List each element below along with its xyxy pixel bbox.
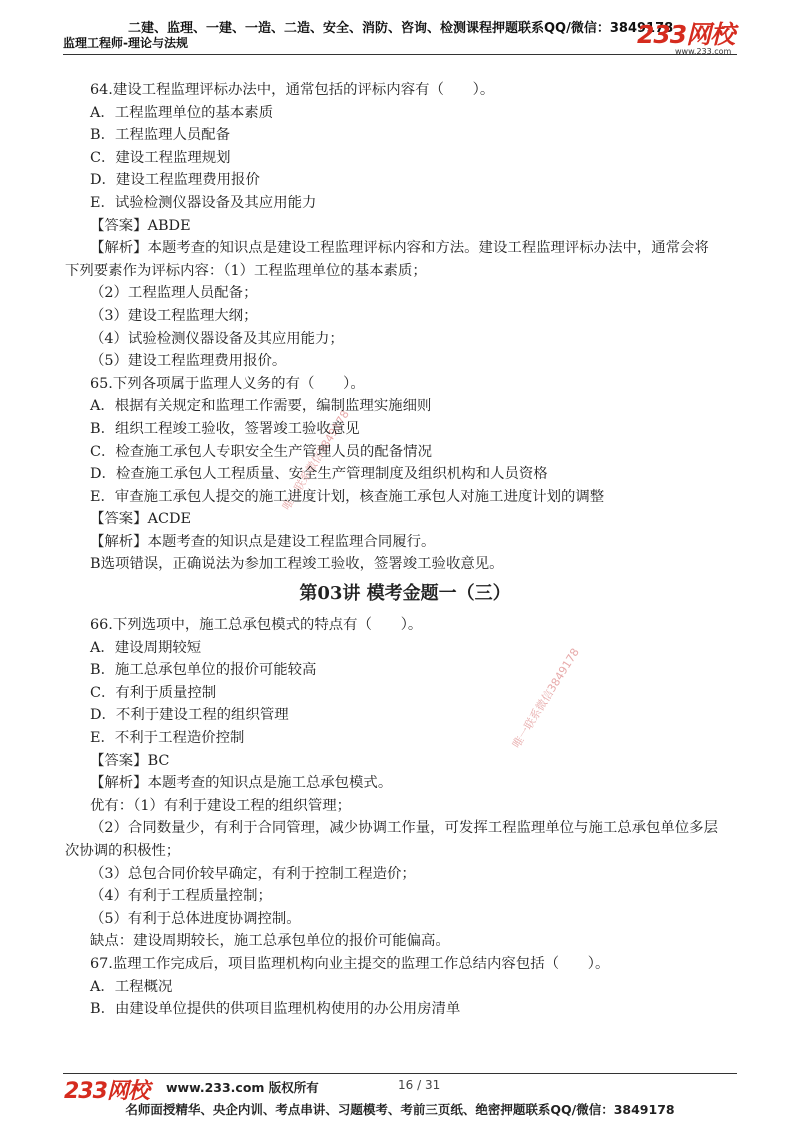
analysis-item: （5）有利于总体进度协调控制。 [90, 910, 301, 927]
header-subtitle: 监理工程师-理论与法规 [63, 36, 188, 50]
question-stem: 66.下列选项中，施工总承包模式的特点有（ ）。 [90, 617, 423, 634]
document-body [65, 79, 750, 1021]
option: A．根据有关规定和监理工作需要，编制监理实施细则 [90, 398, 432, 415]
option: B．由建设单位提供的供项目监理机构使用的办公用房清单 [90, 1001, 461, 1018]
option: B．施工总承包单位的报价可能较高 [90, 662, 317, 679]
option: C．检查施工承包人专职安全生产管理人员的配备情况 [90, 443, 432, 460]
analysis-item: （2）工程监理人员配备； [90, 285, 258, 302]
analysis-continued: 下列要素作为评标内容：（1）工程监理单位的基本素质； [65, 262, 427, 279]
header-divider [63, 54, 737, 55]
option: E．不利于工程造价控制 [90, 730, 245, 747]
option: B．工程监理人员配备 [90, 127, 231, 144]
option: A．建设周期较短 [90, 639, 202, 656]
option: D．不利于建设工程的组织管理 [90, 707, 289, 724]
header-contact-line: 二建、监理、一建、一造、二造、安全、消防、咨询、检测课程押题联系QQ/微信：3849178 [128, 21, 674, 36]
logo-url: www.233.com [675, 47, 732, 56]
analysis-cons: 缺点：建设周期较长，施工总承包单位的报价可能偏高。 [90, 933, 450, 950]
option: B．组织工程竣工验收，签署竣工验收意见 [90, 420, 360, 437]
analysis-item: （5）建设工程监理费用报价。 [90, 353, 287, 370]
option: D．建设工程监理费用报价 [90, 172, 260, 189]
answer: 【答案】BC [90, 752, 170, 769]
watermark: 唯一联系微信3849178 [279, 408, 352, 513]
option: A．工程概况 [90, 978, 173, 995]
question-stem: 65.下列各项属于监理人义务的有（ ）。 [90, 375, 365, 392]
option: E．审查施工承包人提交的施工进度计划，核查施工承包人对施工进度计划的调整 [90, 488, 605, 505]
footer-contact-line: 名师面授精华、央企内训、考点串讲、习题模考、考前三页纸、绝密押题联系QQ/微信：3849178 [125, 1102, 675, 1117]
analysis-pros: 优有：（1）有利于建设工程的组织管理； [90, 797, 351, 814]
option: A．工程监理单位的基本素质 [90, 104, 274, 121]
question-stem: 64.建设工程监理评标办法中，通常包括的评标内容有（ ）。 [90, 82, 495, 98]
analysis-item-continued: 次协调的积极性； [65, 843, 181, 859]
answer: 【答案】ABDE [90, 217, 191, 234]
analysis-item: （3）总包合同价较早确定，有利于控制工程造价； [90, 865, 416, 882]
analysis-item: （2）合同数量少，有利于合同管理，减少协调工作量，可发挥工程监理单位与施工总承包单位多层 [90, 820, 718, 837]
analysis: 【解析】本题考查的知识点是建设工程监理评标内容和方法。建设工程监理评标办法中，通常会将 [90, 240, 709, 257]
footer-divider [63, 1073, 737, 1074]
analysis: 【解析】本题考查的知识点是施工总承包模式。 [90, 775, 393, 792]
option: C．有利于质量控制 [90, 684, 217, 701]
brand-logo [637, 22, 734, 56]
analysis-note: B选项错误，正确说法为参加工程竣工验收，签署竣工验收意见。 [90, 556, 504, 573]
analysis: 【解析】本题考查的知识点是建设工程监理合同履行。 [90, 533, 436, 550]
page-number: 16 / 31 [398, 1078, 441, 1092]
watermark: 唯一联系微信3849178 [509, 646, 582, 751]
analysis-item: （4）试验检测仪器设备及其应用能力； [90, 330, 344, 347]
option: D．检查施工承包人工程质量、安全生产管理制度及组织机构和人员资格 [90, 466, 548, 483]
question-stem: 67.监理工作完成后，项目监理机构向业主提交的监理工作总结内容包括（ ）。 [90, 955, 610, 972]
option: C．建设工程监理规划 [90, 149, 231, 166]
footer-logo: 233网校 [64, 1079, 149, 1104]
logo-text: 233网校 [637, 20, 735, 49]
analysis-item: （3）建设工程监理大纲； [90, 307, 258, 324]
answer: 【答案】ACDE [90, 511, 192, 528]
analysis-item: （4）有利于工程质量控制； [90, 888, 272, 905]
footer-site-text: www.233.com 版权所有 [166, 1080, 319, 1095]
section-title: 第03讲 模考金题一（三） [299, 583, 511, 605]
option: E．试验检测仪器设备及其应用能力 [90, 194, 317, 211]
